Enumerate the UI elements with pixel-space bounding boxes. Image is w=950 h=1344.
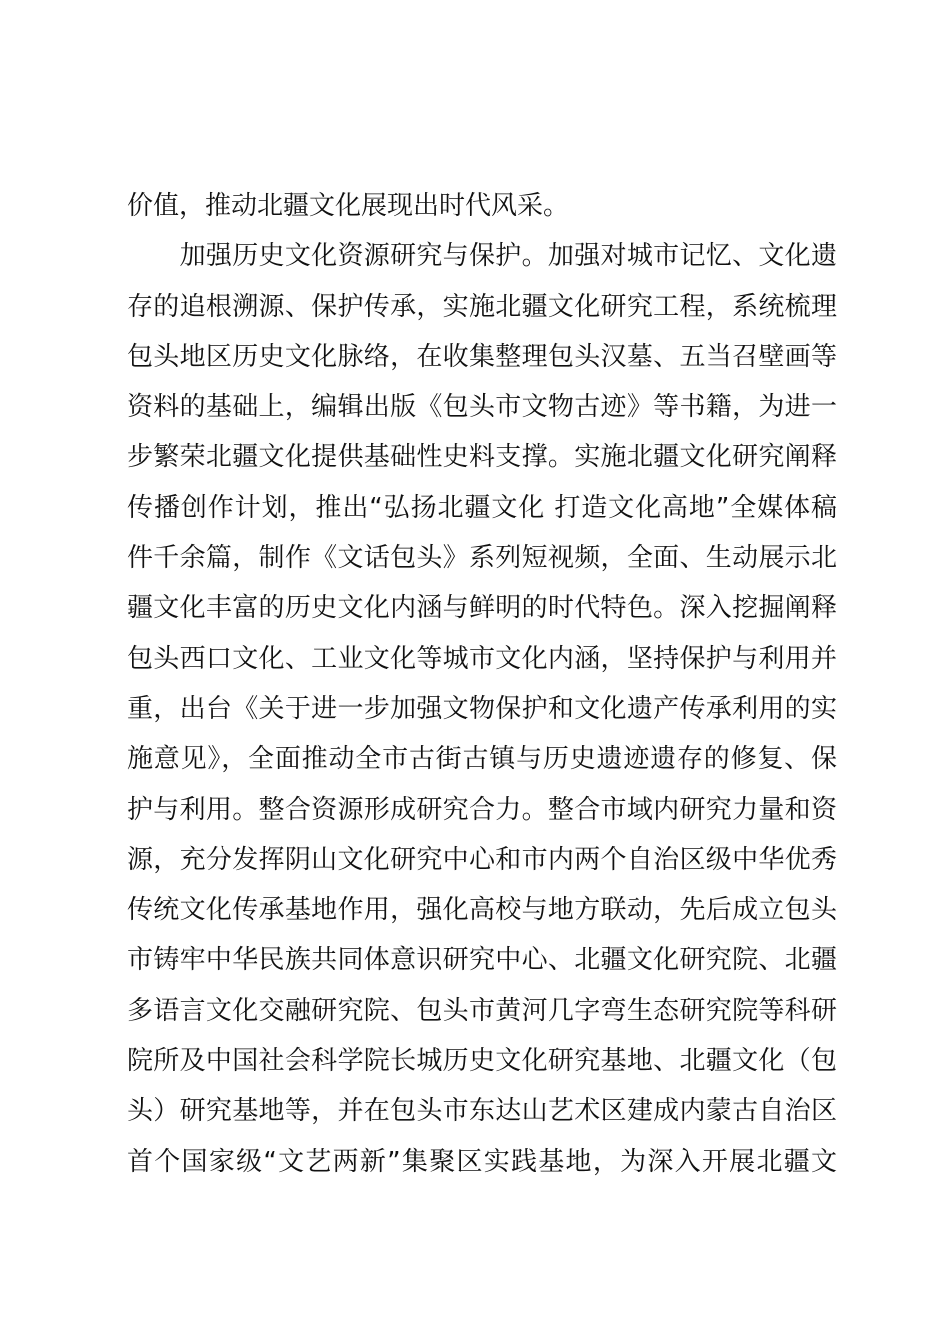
text-line-paragraph-end: 价值，推动北疆文化展现出时代风采。 bbox=[127, 191, 570, 221]
text-line: 包头地区历史文化脉络，在收集整理包头汉墓、五当召壁画等 bbox=[127, 341, 837, 372]
text-line: 传播创作计划，推出“弘扬北疆文化 打造文化高地”全媒体稿 bbox=[127, 492, 837, 523]
text-line: 存的追根溯源、保护传承，实施北疆文化研究工程，系统梳理 bbox=[127, 291, 837, 322]
text-line: 资料的基础上，编辑出版《包头市文物古迹》等书籍，为进一 bbox=[127, 392, 837, 423]
text-line: 疆文化丰富的历史文化内涵与鲜明的时代特色。深入挖掘阐释 bbox=[127, 593, 837, 624]
text-line: 传统文化传承基地作用，强化高校与地方联动，先后成立包头 bbox=[127, 895, 837, 926]
text-line: 包头西口文化、工业文化等城市文化内涵，坚持保护与利用并 bbox=[127, 643, 837, 674]
text-line: 重，出台《关于进一步加强文物保护和文化遗产传承利用的实 bbox=[127, 693, 837, 724]
text-line: 护与利用。整合资源形成研究合力。整合市域内研究力量和资 bbox=[127, 794, 837, 825]
text-line: 多语言文化交融研究院、包头市黄河几字弯生态研究院等科研 bbox=[127, 995, 837, 1026]
text-line: 首个国家级“文艺两新”集聚区实践基地，为深入开展北疆文 bbox=[127, 1146, 837, 1177]
body-text bbox=[127, 181, 837, 1187]
text-line: 市铸牢中华民族共同体意识研究中心、北疆文化研究院、北疆 bbox=[127, 945, 837, 976]
text-line: 头）研究基地等，并在包头市东达山艺术区建成内蒙古自治区 bbox=[127, 1096, 837, 1127]
text-line: 院所及中国社会科学院长城历史文化研究基地、北疆文化（包 bbox=[127, 1046, 837, 1077]
text-line-paragraph-start: 加强历史文化资源研究与保护。加强对城市记忆、文化遗 bbox=[127, 241, 837, 272]
text-line: 步繁荣北疆文化提供基础性史料支撑。实施北疆文化研究阐释 bbox=[127, 442, 837, 473]
text-line: 源，充分发挥阴山文化研究中心和市内两个自治区级中华优秀 bbox=[127, 844, 837, 875]
text-line: 施意见》，全面推动全市古街古镇与历史遗迹遗存的修复、保 bbox=[127, 744, 837, 775]
text-line: 件千余篇，制作《文话包头》系列短视频，全面、生动展示北 bbox=[127, 543, 837, 574]
